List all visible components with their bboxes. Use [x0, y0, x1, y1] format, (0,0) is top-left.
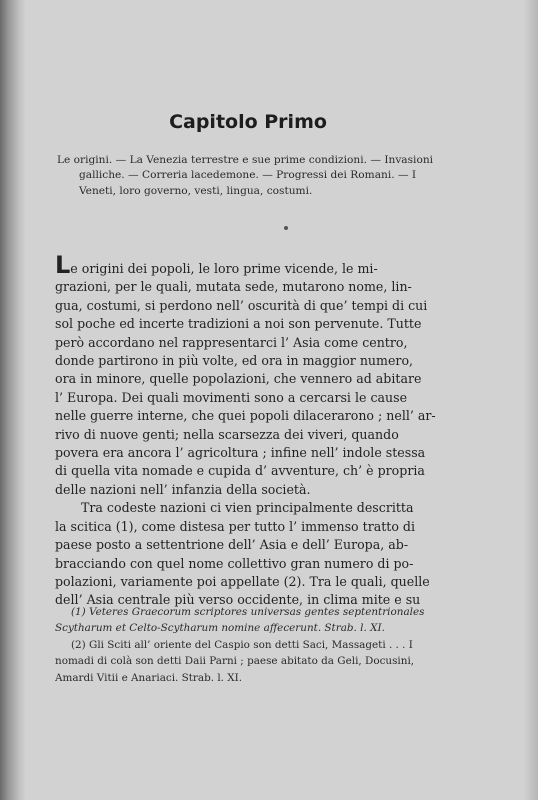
body-line: bracciando con quel nome collettivo gran numero di po- — [55, 555, 414, 571]
body-line: grazioni, per le quali, mutata sede, mutarono nome, lin- — [55, 279, 412, 295]
body-line: gua, costumi, si perdono nell’ oscurità di que’ tempi di cui — [55, 297, 428, 313]
body-line: ora in minore, quelle popolazioni, che vennero ad abitare — [55, 371, 422, 387]
summary-line: galliche. — Correria lacedemone. — Progressi dei Romani. — I — [79, 169, 417, 182]
page-edge-shadow — [524, 0, 538, 800]
footnote-line: Scytharum et Celto-Scytharum nomine affecerunt. Strab. l. XI. — [55, 622, 385, 635]
first-line-rest: e origini dei popoli, le loro prime vicende, le mi- — [70, 261, 378, 276]
body-line: povera era ancora l’ agricoltura ; infine nell’ indole stessa — [55, 445, 426, 461]
summary-line: Veneti, loro governo, vesti, lingua, costumi. — [79, 184, 313, 197]
body-line: rivo di nuove genti; nella scarsezza dei viveri, quando — [55, 426, 399, 442]
body-line: delle nazioni nell’ infanzia della società. — [55, 481, 311, 497]
footnote-line: (2) Gli Sciti all’ oriente del Caspio son detti Saci, Massageti . . . I — [71, 638, 413, 651]
body-line: però accordano nel rappresentarci l’ Asia come centro, — [55, 334, 408, 350]
footnotes — [55, 604, 445, 686]
chapter-summary — [57, 153, 449, 199]
body-line: dell’ Asia centrale più verso occidente, in clima mite e su — [55, 592, 421, 608]
body-line: la scitica (1), come distesa per tutto l’ immenso tratto di — [55, 518, 416, 534]
chapter-title: Capitolo Primo — [169, 111, 327, 133]
body-line: sol poche ed incerte tradizioni a noi son pervenute. Tutte — [55, 316, 422, 332]
drop-cap: L — [55, 251, 71, 279]
footnote-line: nomadi di colà son detti Daii Parni ; paese abitato da Geli, Docusini, — [55, 655, 415, 668]
body-line: polazioni, variamente poi appellate (2). Tra le quali, quelle — [55, 573, 430, 589]
ornament-dot — [284, 226, 288, 230]
footnote-line: (1) Veteres Graecorum scriptores universas gentes septentrionales — [71, 606, 425, 618]
body-text — [55, 251, 440, 610]
first-line — [55, 251, 440, 279]
body-line: l’ Europa. Dei quali movimenti sono a cercarsi le cause — [55, 389, 408, 405]
body-line: Tra codeste nazioni ci vien principalmente descritta — [81, 500, 414, 516]
summary-line: Le origini. — La Venezia terrestre e sue prime condizioni. — Invasioni — [57, 154, 434, 166]
body-line: di quella vita nomade e cupida d’ avventure, ch’ è propria — [55, 463, 425, 479]
body-line: nelle guerre interne, che quei popoli dilacerarono ; nell’ ar- — [55, 408, 436, 424]
body-line: donde partirono in più volte, ed ora in maggior numero, — [55, 353, 414, 369]
footnote-line: Amardi Vitii e Anariaci. Strab. l. XI. — [55, 671, 243, 684]
body-line: paese posto a settentrione dell’ Asia e dell’ Europa, ab- — [55, 537, 409, 553]
